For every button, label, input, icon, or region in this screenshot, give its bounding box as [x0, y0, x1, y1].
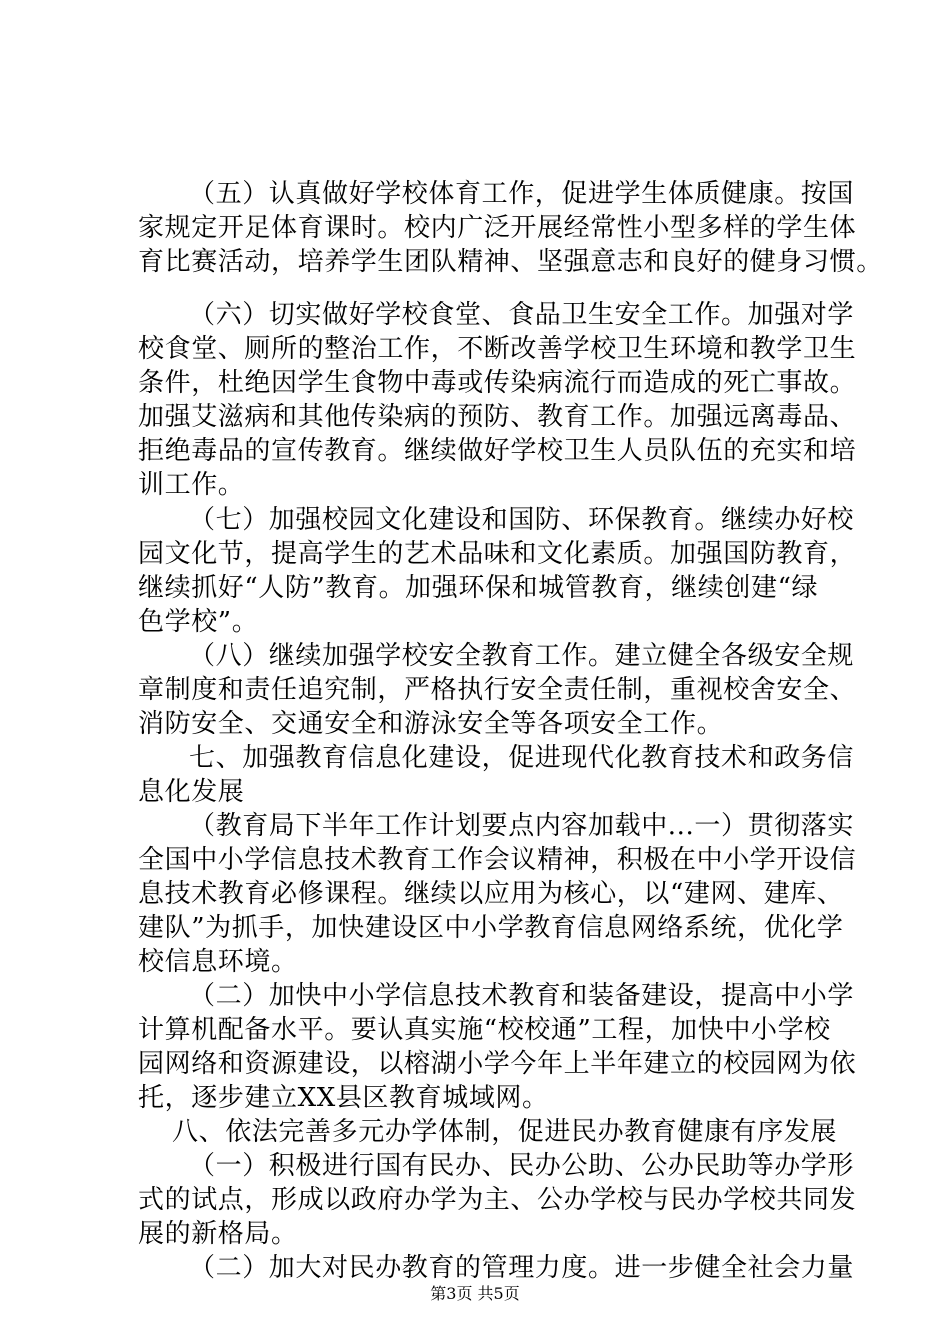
- text-line: （八）继续加强学校安全教育工作。建立健全各级安全规: [189, 641, 855, 671]
- text-line: 息技术教育必修课程。继续以应用为核心，以“建网、建库、: [138, 879, 844, 909]
- section-heading: 息化发展: [138, 777, 245, 807]
- text-line: 托，逐步建立XX县区教育城域网。: [138, 1083, 549, 1113]
- text-line: 消防安全、交通安全和游泳安全等各项安全工作。: [138, 709, 724, 739]
- text-line: 校食堂、厕所的整治工作，不断改善学校卫生环境和教学卫生: [138, 334, 857, 364]
- text-line: （七）加强校园文化建设和国防、环保教育。继续办好校: [189, 505, 855, 535]
- text-line: （五）认真做好学校体育工作，促进学生体质健康。按国: [189, 179, 855, 209]
- page-number-footer: 第3页 共5页: [430, 1284, 520, 1303]
- text-line: 训工作。: [138, 470, 245, 500]
- text-line: 计算机配备水平。要认真实施“校校通”工程，加快中小学校: [138, 1015, 831, 1045]
- text-line: （二）加快中小学信息技术教育和装备建设，提高中小学: [189, 981, 855, 1011]
- text-line: 色学校”。: [138, 607, 259, 637]
- text-line: 展的新格局。: [138, 1219, 298, 1249]
- text-line: 建队”为抓手，加快建设区中小学教育信息网络系统，优化学: [138, 913, 844, 943]
- text-line: 家规定开足体育课时。校内广泛开展经常性小型多样的学生体: [138, 213, 857, 243]
- text-line: 全国中小学信息技术教育工作会议精神，积极在中小学开设信: [138, 845, 857, 875]
- text-line: （二）加大对民办教育的管理力度。进一步健全社会力量: [189, 1253, 855, 1283]
- text-line: 园文化节，提高学生的艺术品味和文化素质。加强国防教育，: [138, 539, 857, 569]
- text-line: 园网络和资源建设，以榕湖小学今年上半年建立的校园网为依: [138, 1049, 857, 1079]
- text-line: 式的试点，形成以政府办学为主、公办学校与民办学校共同发: [138, 1185, 857, 1215]
- text-line: 条件，杜绝因学生食物中毒或传染病流行而造成的死亡事故。: [138, 368, 857, 398]
- text-line: 育比赛活动，培养学生团队精神、坚强意志和良好的健身习惯。: [138, 247, 883, 277]
- text-line: （教育局下半年工作计划要点内容加载中...一）贯彻落实: [189, 811, 854, 841]
- text-line: 加强艾滋病和其他传染病的预防、教育工作。加强远离毒品、: [138, 402, 857, 432]
- text-line: （六）切实做好学校食堂、食品卫生安全工作。加强对学: [189, 300, 855, 330]
- text-line: 继续抓好“人防”教育。加强环保和城管教育，继续创建“绿: [138, 573, 819, 603]
- section-heading: 七、加强教育信息化建设，促进现代化教育技术和政务信: [189, 743, 855, 773]
- text-line: 拒绝毒品的宣传教育。继续做好学校卫生人员队伍的充实和培: [138, 436, 857, 466]
- text-line: （一）积极进行国有民办、民办公助、公办民助等办学形: [189, 1151, 855, 1181]
- section-heading: 八、依法完善多元办学体制，促进民办教育健康有序发展: [172, 1117, 838, 1147]
- text-line: 校信息环境。: [138, 947, 298, 977]
- text-line: 章制度和责任追究制，严格执行安全责任制，重视校舍安全、: [138, 675, 857, 705]
